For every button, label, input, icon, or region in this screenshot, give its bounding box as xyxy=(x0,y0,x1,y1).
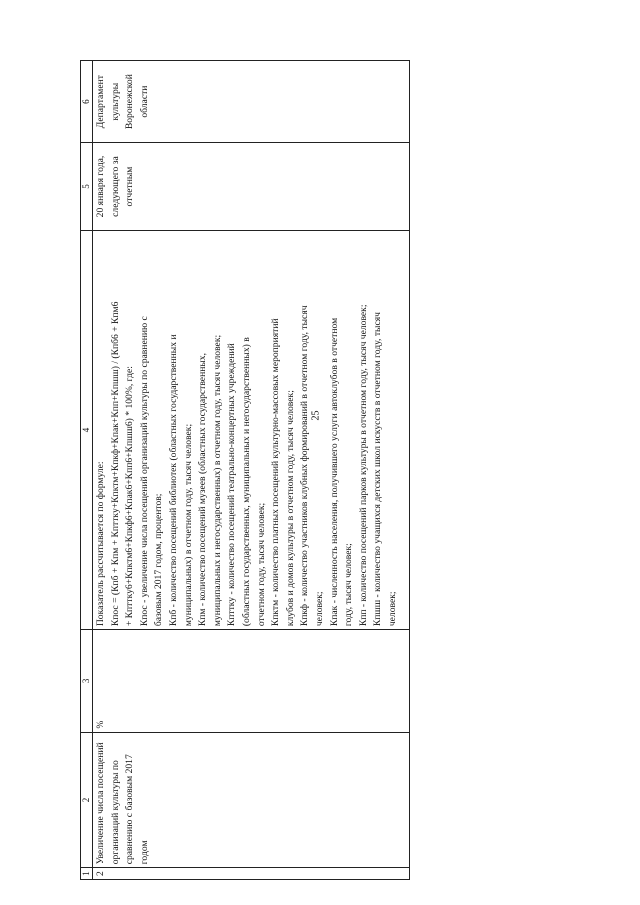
method-line: Кпос - увеличение числа посещений организаций культуры по сравнению с xyxy=(138,316,150,627)
indicator-table xyxy=(80,60,410,880)
method-line: Кпак - численность населения, получившего услуги автоклубов в отчетном xyxy=(328,317,340,627)
method-line: Кпктм - количество платных посещений культурно-массовых мероприятий xyxy=(270,318,282,627)
row-number: 2 xyxy=(93,868,410,880)
method-line: отчетном году, тысяч человек; xyxy=(255,502,267,627)
indicator-name: Увеличение числа посещений организаций культуры по сравнению с базовым 2017 годом xyxy=(93,732,410,868)
method-line: муниципальных и негосударственных) в отчетном году, тысяч человек; xyxy=(211,334,223,627)
method-line: (областных государственных, муниципальных и негосударственных) в xyxy=(240,337,252,627)
reporting-deadline: 20 января года, следующего за отчетным xyxy=(93,143,410,231)
column-number-3: 3 xyxy=(81,630,93,733)
method-line: человек; xyxy=(313,591,325,627)
column-number-4: 4 xyxy=(81,230,93,629)
method-line: Кпм - количество посещений музеев (областных государственных, xyxy=(197,353,209,627)
method-line: году, тысяч человек; xyxy=(343,543,355,627)
responsible-department: Департамент культуры Воронежской области xyxy=(93,61,410,143)
column-number-row xyxy=(81,61,93,880)
method-line: Показатель рассчитывается по формуле: xyxy=(95,461,106,627)
rotated-table-wrapper xyxy=(80,60,410,880)
method-line: человек; xyxy=(386,591,398,627)
column-number-5: 5 xyxy=(81,143,93,231)
method-line: Кпос = (Кпб + Кпм + Кпттку+Кпктм+Кпкф+Кпак+Кпп+Кпшш) / (Кпб6 + Кпм6 xyxy=(109,301,121,627)
unit-of-measure: % xyxy=(93,630,410,733)
method-line: Кпшш - количество учащихся детских школ искусств в отчетном году, тысяч xyxy=(372,312,384,627)
method-line: + Кпттку6+Кпктм6+Кпкф6+Кпак6+Кпп6+Кпшш6) * 100%, где: xyxy=(124,366,136,627)
table-row xyxy=(93,61,410,880)
method-line: муниципальных) в отчетном году, тысяч человек; xyxy=(182,423,194,627)
column-number-2: 2 xyxy=(81,732,93,868)
method-line: базовым 2017 годом, процентов; xyxy=(153,493,165,627)
calculation-method xyxy=(93,230,410,629)
column-number-1: 1 xyxy=(81,868,93,880)
column-number-6: 6 xyxy=(81,61,93,143)
page-number: 25 xyxy=(310,410,322,421)
method-line: Кпп - количество посещений парков культуры в отчетном году, тысяч человек; xyxy=(357,304,369,627)
method-line: Кпкф - количество участников клубных формирований в отчетном году, тысяч xyxy=(299,305,311,627)
method-line: Кпб - количество посещений библиотек (областных государственных и xyxy=(167,334,179,627)
method-line: Кпттку - количество посещений театрально-концертных учреждений xyxy=(226,343,238,627)
method-line: клубов и домов культуры в отчетном году, тысяч человек; xyxy=(284,390,296,627)
